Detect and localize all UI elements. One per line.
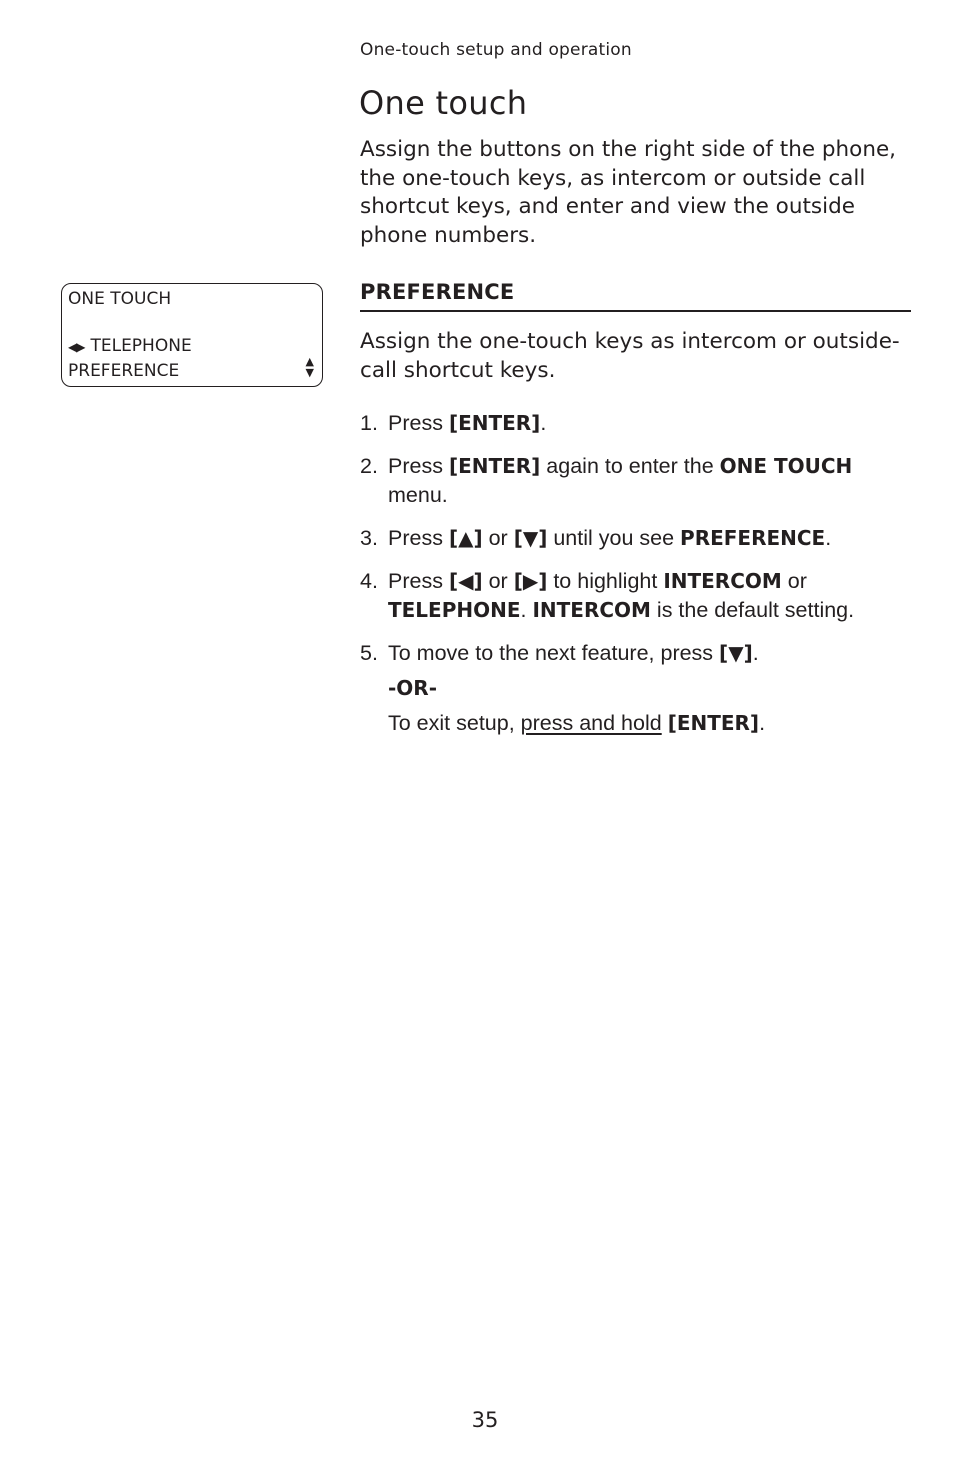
key-label: [ENTER] xyxy=(448,411,541,435)
preference-section xyxy=(360,280,911,752)
step-text: or xyxy=(781,569,807,593)
step-number: 4. xyxy=(360,569,378,593)
display-line-3: PREFERENCE xyxy=(68,361,180,381)
running-head: One-touch setup and operation xyxy=(360,40,632,60)
step-5 xyxy=(360,639,911,738)
key-label: [ENTER] xyxy=(667,711,760,735)
step-number: 5. xyxy=(360,641,378,665)
step-text: . xyxy=(825,526,832,550)
steps-list xyxy=(360,409,911,738)
key-label: [▼] xyxy=(719,641,753,665)
step-text: Press xyxy=(388,569,449,593)
step-text: To move to the next feature, press xyxy=(388,641,720,665)
key-label: [ENTER] xyxy=(448,454,541,478)
up-arrow-icon: ▲ xyxy=(305,355,314,368)
step-text: . xyxy=(752,641,759,665)
page-number: 35 xyxy=(471,1408,499,1432)
step-text: or xyxy=(482,526,514,550)
intro-paragraph: Assign the buttons on the right side of the phone, the one-touch keys, as intercom or outside call shortcut keys, and enter and view the outside phone numbers. xyxy=(360,137,897,248)
option-label: INTERCOM xyxy=(663,569,782,593)
key-label: [▼] xyxy=(513,526,548,550)
phone-display-screen xyxy=(61,283,323,387)
step-text: to highlight xyxy=(547,569,664,593)
menu-label: PREFERENCE xyxy=(680,526,826,550)
step-text: Press xyxy=(388,526,449,550)
section-lead: Assign the one-touch keys as intercom or outside-call shortcut keys. xyxy=(360,329,900,383)
display-option: TELEPHONE xyxy=(90,336,192,356)
scroll-arrows xyxy=(306,356,314,378)
option-label: TELEPHONE xyxy=(388,598,521,622)
key-label: [▲] xyxy=(448,526,483,550)
down-arrow-icon: ▼ xyxy=(305,366,314,379)
step-text: To exit setup, xyxy=(388,711,521,735)
left-right-arrows-icon: ◀▶ xyxy=(68,340,85,354)
section-title: PREFERENCE xyxy=(360,280,911,312)
step-number: 1. xyxy=(360,411,378,435)
step-4 xyxy=(360,567,911,625)
step-text: until you see xyxy=(547,526,681,550)
alternate-instruction xyxy=(388,709,911,738)
step-text: . xyxy=(759,711,766,735)
step-text: menu. xyxy=(388,483,448,507)
step-1 xyxy=(360,409,911,438)
page-title: One touch xyxy=(359,84,528,122)
step-text: or xyxy=(482,569,514,593)
step-text: . xyxy=(520,598,533,622)
step-text: . xyxy=(540,411,547,435)
key-label: [◀] xyxy=(448,569,483,593)
menu-label: ONE TOUCH xyxy=(719,454,853,478)
key-label: [▶] xyxy=(513,569,548,593)
step-number: 3. xyxy=(360,526,378,550)
step-text: again to enter the xyxy=(540,454,720,478)
step-text: is the default setting. xyxy=(650,598,855,622)
option-label: INTERCOM xyxy=(532,598,651,622)
display-line-1: ONE TOUCH xyxy=(68,289,172,309)
step-2 xyxy=(360,452,911,510)
display-line-2 xyxy=(68,336,192,356)
underlined-text: press and hold xyxy=(520,711,662,735)
step-number: 2. xyxy=(360,454,378,478)
step-text: Press xyxy=(388,411,449,435)
step-3 xyxy=(360,524,911,553)
or-separator: -OR- xyxy=(388,676,438,700)
step-text: Press xyxy=(388,454,449,478)
